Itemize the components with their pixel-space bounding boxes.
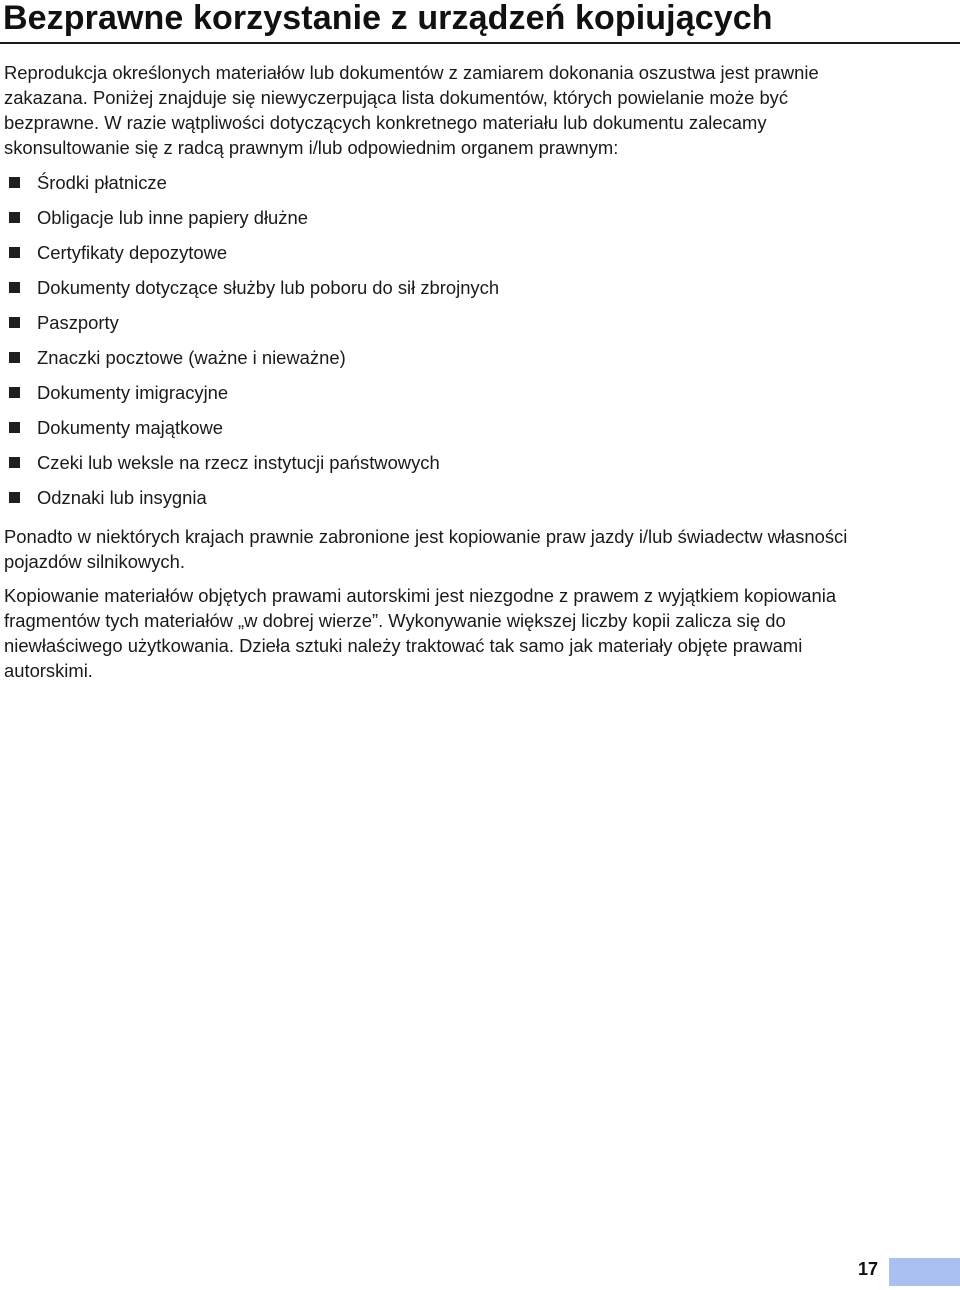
page-tab-marker: [889, 1258, 960, 1286]
list-item-text: Środki płatnicze: [37, 172, 167, 193]
list-item: [4, 270, 884, 305]
document-body: [4, 60, 884, 683]
list-item-text: Dokumenty imigracyjne: [37, 382, 229, 403]
square-bullet-icon: [9, 422, 20, 433]
square-bullet-icon: [9, 317, 20, 328]
page-number: 17: [857, 1259, 878, 1279]
square-bullet-icon: [9, 457, 20, 468]
prohibited-documents-list: [4, 165, 884, 515]
intro-paragraph: Reprodukcja określonych materiałów lub dokumentów z zamiarem dokonania oszustwa jest prawnie zakazana. Poniżej znajduje się niewyczerpująca lista dokumentów, których powielanie może być bezprawne. W razie wątpliwości dotyczących konkretnego materiału lub dokumentu zalecamy skonsultowanie się z radcą prawnym i/lub odpowiednim organem prawnym:: [4, 62, 819, 158]
list-item-text: Znaczki pocztowe (ważne i nieważne): [37, 347, 346, 368]
list-item-text: Odznaki lub insygnia: [37, 487, 207, 508]
list-item: [4, 235, 884, 270]
list-item-text: Dokumenty majątkowe: [37, 417, 224, 438]
list-item: [4, 445, 884, 480]
list-item: [4, 480, 884, 515]
list-item-text: Obligacje lub inne papiery dłużne: [37, 207, 308, 228]
list-item: [4, 305, 884, 340]
list-item-text: Paszporty: [37, 312, 119, 333]
driving-license-paragraph: Ponadto w niektórych krajach prawnie zabronione jest kopiowanie praw jazdy i/lub świadectw własności pojazdów silnikowych.: [4, 526, 848, 572]
square-bullet-icon: [9, 492, 20, 503]
square-bullet-icon: [9, 387, 20, 398]
list-item: [4, 410, 884, 445]
list-item: [4, 165, 884, 200]
square-bullet-icon: [9, 212, 20, 223]
list-item: [4, 200, 884, 235]
page-title: Bezprawne korzystanie z urządzeń kopiujących: [3, 0, 773, 37]
title-divider: [0, 42, 960, 44]
list-item: [4, 375, 884, 410]
list-item-text: Certyfikaty depozytowe: [37, 242, 228, 263]
square-bullet-icon: [9, 247, 20, 258]
square-bullet-icon: [9, 177, 20, 188]
square-bullet-icon: [9, 282, 20, 293]
copyright-paragraph: Kopiowanie materiałów objętych prawami autorskimi jest niezgodne z prawem z wyjątkiem kopiowania fragmentów tych materiałów „w dobrej wierze”. Wykonywanie większej liczby kopii zalicza się do niewłaściwego użytkowania. Dzieła sztuki należy traktować tak samo jak materiały objęte prawami autorskimi.: [4, 585, 837, 681]
list-item: [4, 340, 884, 375]
square-bullet-icon: [9, 352, 20, 363]
list-item-text: Czeki lub weksle na rzecz instytucji państwowych: [37, 452, 440, 473]
list-item-text: Dokumenty dotyczące służby lub poboru do sił zbrojnych: [37, 277, 500, 298]
